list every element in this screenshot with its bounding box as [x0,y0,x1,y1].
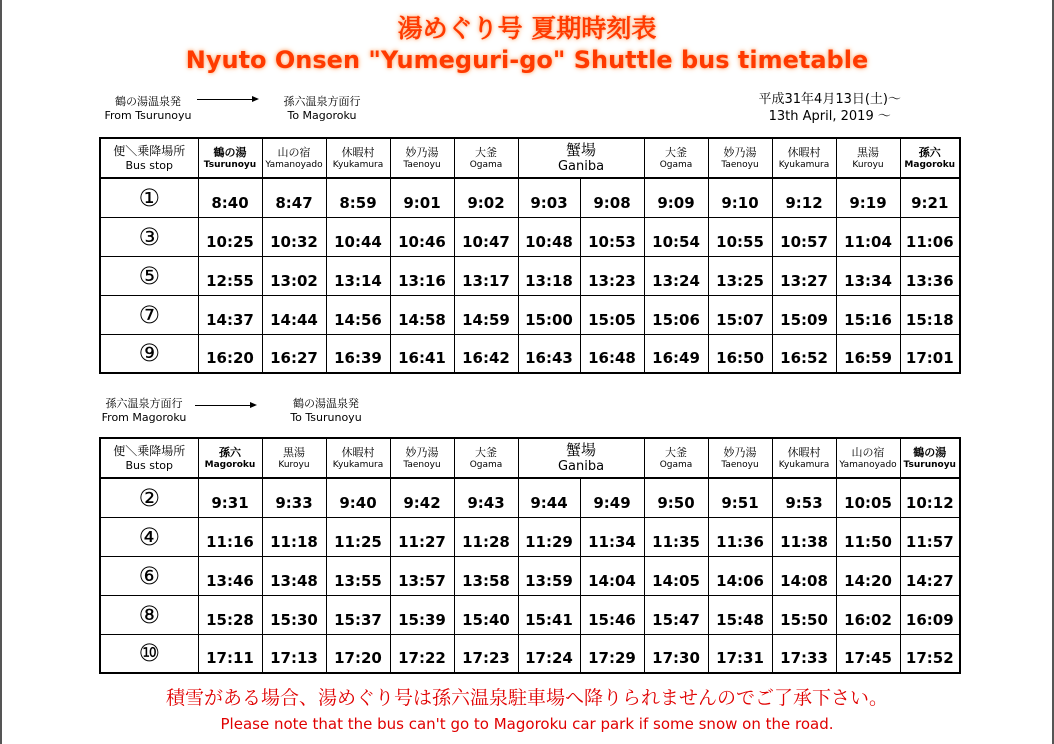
stop-name-jp: 妙乃湯 [723,445,757,459]
s1-to-jp: 孫六温泉方面行 [283,95,361,108]
stop-name-en: Kyukamura [332,459,384,470]
time-cell: 13:36 [900,256,960,295]
time-cell: 9:09 [644,178,708,217]
bus-stop-header-en: Bus stop [125,458,173,472]
time-cell: 17:33 [772,634,836,673]
bus-number-cell: ⑤ [100,256,198,295]
stop-header-cell [390,138,454,178]
table-row [100,295,960,334]
time-cell: 14:20 [836,556,900,595]
time-cell: 17:29 [580,634,644,673]
stop-header-cell [454,138,518,178]
stop-name-jp: 蟹場 [566,440,597,459]
s2-to-en: To Tsurunoyu [290,411,362,424]
bus-stop-header-jp: 便＼乗降場所 [113,443,186,458]
stop-name-jp: 大釜 [475,145,497,159]
time-cell: 11:36 [708,517,772,556]
header-row [100,438,960,478]
date-en: 13th April, 2019 ～ [768,109,891,124]
time-cell: 14:58 [390,295,454,334]
time-cell: 11:57 [900,517,960,556]
time-cell: 15:40 [454,595,518,634]
bus-number-cell: ② [100,478,198,517]
time-cell: 10:53 [580,217,644,256]
time-cell: 17:20 [326,634,390,673]
s1-direction-arrow-icon [197,99,257,100]
stop-header-cell [518,438,644,478]
time-cell: 13:27 [772,256,836,295]
time-cell: 11:38 [772,517,836,556]
time-cell: 17:22 [390,634,454,673]
stop-header-cell [900,138,960,178]
time-cell: 11:29 [518,517,580,556]
stop-name-en: Ogama [659,459,693,470]
stop-header-cell [390,438,454,478]
time-cell: 14:08 [772,556,836,595]
time-cell: 17:45 [836,634,900,673]
time-cell: 9:08 [580,178,644,217]
time-cell: 11:06 [900,217,960,256]
time-cell: 9:42 [390,478,454,517]
table-row [100,634,960,673]
stop-name-jp: 黒湯 [857,145,880,159]
time-cell: 10:46 [390,217,454,256]
time-cell: 16:42 [454,334,518,373]
time-cell: 13:02 [262,256,326,295]
s2-to-jp: 鶴の湯温泉発 [293,397,359,410]
time-cell: 11:18 [262,517,326,556]
stop-name-en: Ganiba [557,158,605,174]
stop-name-jp: 鶴の湯 [913,445,947,459]
stop-name-en: Yamanoyado [839,459,897,470]
time-cell: 17:30 [644,634,708,673]
bus-number-cell: ③ [100,217,198,256]
time-cell: 11:34 [580,517,644,556]
time-cell: 13:18 [518,256,580,295]
stop-header-cell [454,438,518,478]
table-row [100,556,960,595]
bus-number-cell: ④ [100,517,198,556]
stop-name-jp: 休暇村 [787,145,821,159]
time-cell: 10:55 [708,217,772,256]
time-cell: 10:25 [198,217,262,256]
stop-name-jp: 黒湯 [283,445,305,459]
time-cell: 9:51 [708,478,772,517]
time-cell: 8:59 [326,178,390,217]
table-row [100,517,960,556]
time-cell: 17:11 [198,634,262,673]
time-cell: 13:55 [326,556,390,595]
time-cell: 13:17 [454,256,518,295]
bus-stop-header-en: Bus stop [125,158,173,172]
time-cell: 16:49 [644,334,708,373]
stop-header-cell [900,438,960,478]
stop-header-cell [644,138,708,178]
stop-name-en: Taenoyu [403,159,441,170]
timetable-outbound [99,137,961,374]
stop-header-cell [708,138,772,178]
stop-name-en: Taenoyu [403,459,441,470]
stop-name-jp: 山の宿 [277,145,311,159]
time-cell: 9:19 [836,178,900,217]
time-cell: 17:23 [454,634,518,673]
time-cell: 15:07 [708,295,772,334]
time-cell: 11:28 [454,517,518,556]
stop-name-jp: 休暇村 [787,445,821,459]
time-cell: 13:23 [580,256,644,295]
time-cell: 16:48 [580,334,644,373]
stop-header-cell [772,438,836,478]
time-cell: 11:16 [198,517,262,556]
time-cell: 15:39 [390,595,454,634]
time-cell: 15:16 [836,295,900,334]
s1-to-label [274,95,370,123]
time-cell: 14:06 [708,556,772,595]
stop-name-jp: 山の宿 [851,445,885,459]
time-cell: 13:14 [326,256,390,295]
time-cell: 14:04 [580,556,644,595]
bus-number-cell: ⑨ [100,334,198,373]
stop-header-cell [198,138,262,178]
stop-name-en: Ogama [469,459,503,470]
time-cell: 15:48 [708,595,772,634]
time-cell: 14:59 [454,295,518,334]
time-cell: 12:55 [198,256,262,295]
time-cell: 9:10 [708,178,772,217]
time-cell: 15:37 [326,595,390,634]
time-cell: 9:49 [580,478,644,517]
time-cell: 16:02 [836,595,900,634]
time-cell: 16:50 [708,334,772,373]
time-cell: 15:28 [198,595,262,634]
time-cell: 17:31 [708,634,772,673]
stop-header-cell [644,438,708,478]
time-cell: 15:00 [518,295,580,334]
time-cell: 13:57 [390,556,454,595]
time-cell: 9:01 [390,178,454,217]
stop-name-jp: 妙乃湯 [405,145,439,159]
table-row [100,595,960,634]
s2-from-jp: 孫六温泉方面行 [105,397,183,410]
snow-notice-jp: 積雪がある場合、湯めぐり号は孫六温泉駐車場へ降りられませんのでご了承下さい。 [165,687,888,709]
stop-header-cell [518,138,644,178]
time-cell: 9:33 [262,478,326,517]
time-cell: 16:39 [326,334,390,373]
bus-number-cell: ⑩ [100,634,198,673]
stop-name-jp: 休暇村 [341,145,375,159]
stop-name-jp: 蟹場 [566,140,597,159]
time-cell: 15:09 [772,295,836,334]
stop-header-cell [198,438,262,478]
time-cell: 17:01 [900,334,960,373]
time-cell: 11:27 [390,517,454,556]
time-cell: 10:48 [518,217,580,256]
time-cell: 13:34 [836,256,900,295]
stop-name-en: Ogama [469,159,503,170]
s2-from-en: From Magoroku [101,411,187,424]
stop-name-jp: 大釜 [665,145,688,159]
stop-name-jp: 孫六 [219,445,241,459]
stop-name-en: Kyukamura [778,459,830,470]
time-cell: 8:47 [262,178,326,217]
bus-number-cell: ① [100,178,198,217]
header-row [100,138,960,178]
s1-from-en: From Tsurunoyu [104,109,192,122]
stop-header-cell [326,438,390,478]
title-japanese: 湯めぐり号 夏期時刻表 [397,14,657,43]
time-cell: 10:54 [644,217,708,256]
time-cell: 16:59 [836,334,900,373]
time-cell: 16:41 [390,334,454,373]
s2-to-label [278,397,374,425]
stop-name-en: Kuroyu [278,459,310,470]
time-cell: 15:47 [644,595,708,634]
stop-name-en: Magoroku [904,159,956,170]
time-cell: 16:20 [198,334,262,373]
time-cell: 14:37 [198,295,262,334]
time-cell: 10:57 [772,217,836,256]
s1-from-jp: 鶴の湯温泉発 [115,95,181,108]
time-cell: 9:02 [454,178,518,217]
time-cell: 13:48 [262,556,326,595]
stop-name-jp: 休暇村 [341,445,375,459]
bus-stop-header-cell [100,438,198,478]
stop-header-cell [262,138,326,178]
stop-header-cell [262,438,326,478]
time-cell: 15:05 [580,295,644,334]
s2-direction-arrow-icon [195,405,255,406]
time-cell: 10:32 [262,217,326,256]
stop-name-en: Kuroyu [852,159,884,170]
time-cell: 9:12 [772,178,836,217]
time-cell: 9:53 [772,478,836,517]
time-cell: 9:50 [644,478,708,517]
time-cell: 15:18 [900,295,960,334]
stop-name-jp: 孫六 [918,145,941,159]
stop-name-jp: 妙乃湯 [723,145,757,159]
time-cell: 17:24 [518,634,580,673]
s1-to-en: To Magoroku [287,109,357,122]
time-cell: 17:13 [262,634,326,673]
time-cell: 13:58 [454,556,518,595]
title-english: Nyuto Onsen "Yumeguri-go" Shuttle bus timetable [185,46,869,74]
snow-notice-en: Please note that the bus can't go to Magoroku car park if some snow on the road. [220,715,834,733]
time-cell: 13:59 [518,556,580,595]
bus-number-cell: ⑦ [100,295,198,334]
stop-name-en: Tsurunoyu [203,159,257,170]
s2-from-label [96,397,192,425]
stop-header-cell [836,138,900,178]
time-cell: 13:25 [708,256,772,295]
timetable-return [99,437,961,674]
time-cell: 15:41 [518,595,580,634]
time-cell: 9:43 [454,478,518,517]
bus-stop-header-jp: 便＼乗降場所 [113,143,186,158]
time-cell: 14:05 [644,556,708,595]
time-cell: 17:52 [900,634,960,673]
time-cell: 15:30 [262,595,326,634]
time-cell: 11:35 [644,517,708,556]
time-cell: 16:43 [518,334,580,373]
time-cell: 10:44 [326,217,390,256]
time-cell: 9:44 [518,478,580,517]
time-cell: 14:44 [262,295,326,334]
stop-header-cell [836,438,900,478]
table-row [100,256,960,295]
time-cell: 16:09 [900,595,960,634]
time-cell: 9:40 [326,478,390,517]
time-cell: 13:16 [390,256,454,295]
time-cell: 11:50 [836,517,900,556]
date-jp: 平成31年4月13日(土)～ [758,92,901,107]
effective-date [759,91,902,125]
time-cell: 15:50 [772,595,836,634]
time-cell: 10:05 [836,478,900,517]
time-cell: 9:31 [198,478,262,517]
stop-name-en: Taenoyu [721,159,759,170]
stop-name-en: Magoroku [204,459,256,470]
time-cell: 13:24 [644,256,708,295]
stop-header-cell [772,138,836,178]
bus-stop-header-cell [100,138,198,178]
stop-name-jp: 妙乃湯 [405,445,439,459]
stop-name-en: Kyukamura [778,159,830,170]
stop-name-jp: 鶴の湯 [213,145,247,159]
stop-name-en: Taenoyu [721,459,759,470]
time-cell: 10:47 [454,217,518,256]
time-cell: 16:27 [262,334,326,373]
time-cell: 16:52 [772,334,836,373]
time-cell: 15:06 [644,295,708,334]
stop-name-en: Ganiba [557,458,605,474]
time-cell: 15:46 [580,595,644,634]
stop-header-cell [326,138,390,178]
bus-number-cell: ⑧ [100,595,198,634]
stop-name-en: Tsurunoyu [903,459,956,470]
time-cell: 11:25 [326,517,390,556]
table-row [100,478,960,517]
time-cell: 14:56 [326,295,390,334]
table-row [100,334,960,373]
table-row [100,178,960,217]
stop-header-cell [708,438,772,478]
time-cell: 8:40 [198,178,262,217]
stop-name-jp: 大釜 [475,445,497,459]
bus-number-cell: ⑥ [100,556,198,595]
time-cell: 9:03 [518,178,580,217]
s1-from-label [100,95,196,123]
time-cell: 13:46 [198,556,262,595]
time-cell: 11:04 [836,217,900,256]
table-row [100,217,960,256]
time-cell: 10:12 [900,478,960,517]
stop-name-en: Yamanoyado [265,159,323,170]
stop-name-en: Kyukamura [332,159,384,170]
stop-name-en: Ogama [659,159,693,170]
stop-name-jp: 大釜 [665,445,688,459]
time-cell: 9:21 [900,178,960,217]
time-cell: 14:27 [900,556,960,595]
